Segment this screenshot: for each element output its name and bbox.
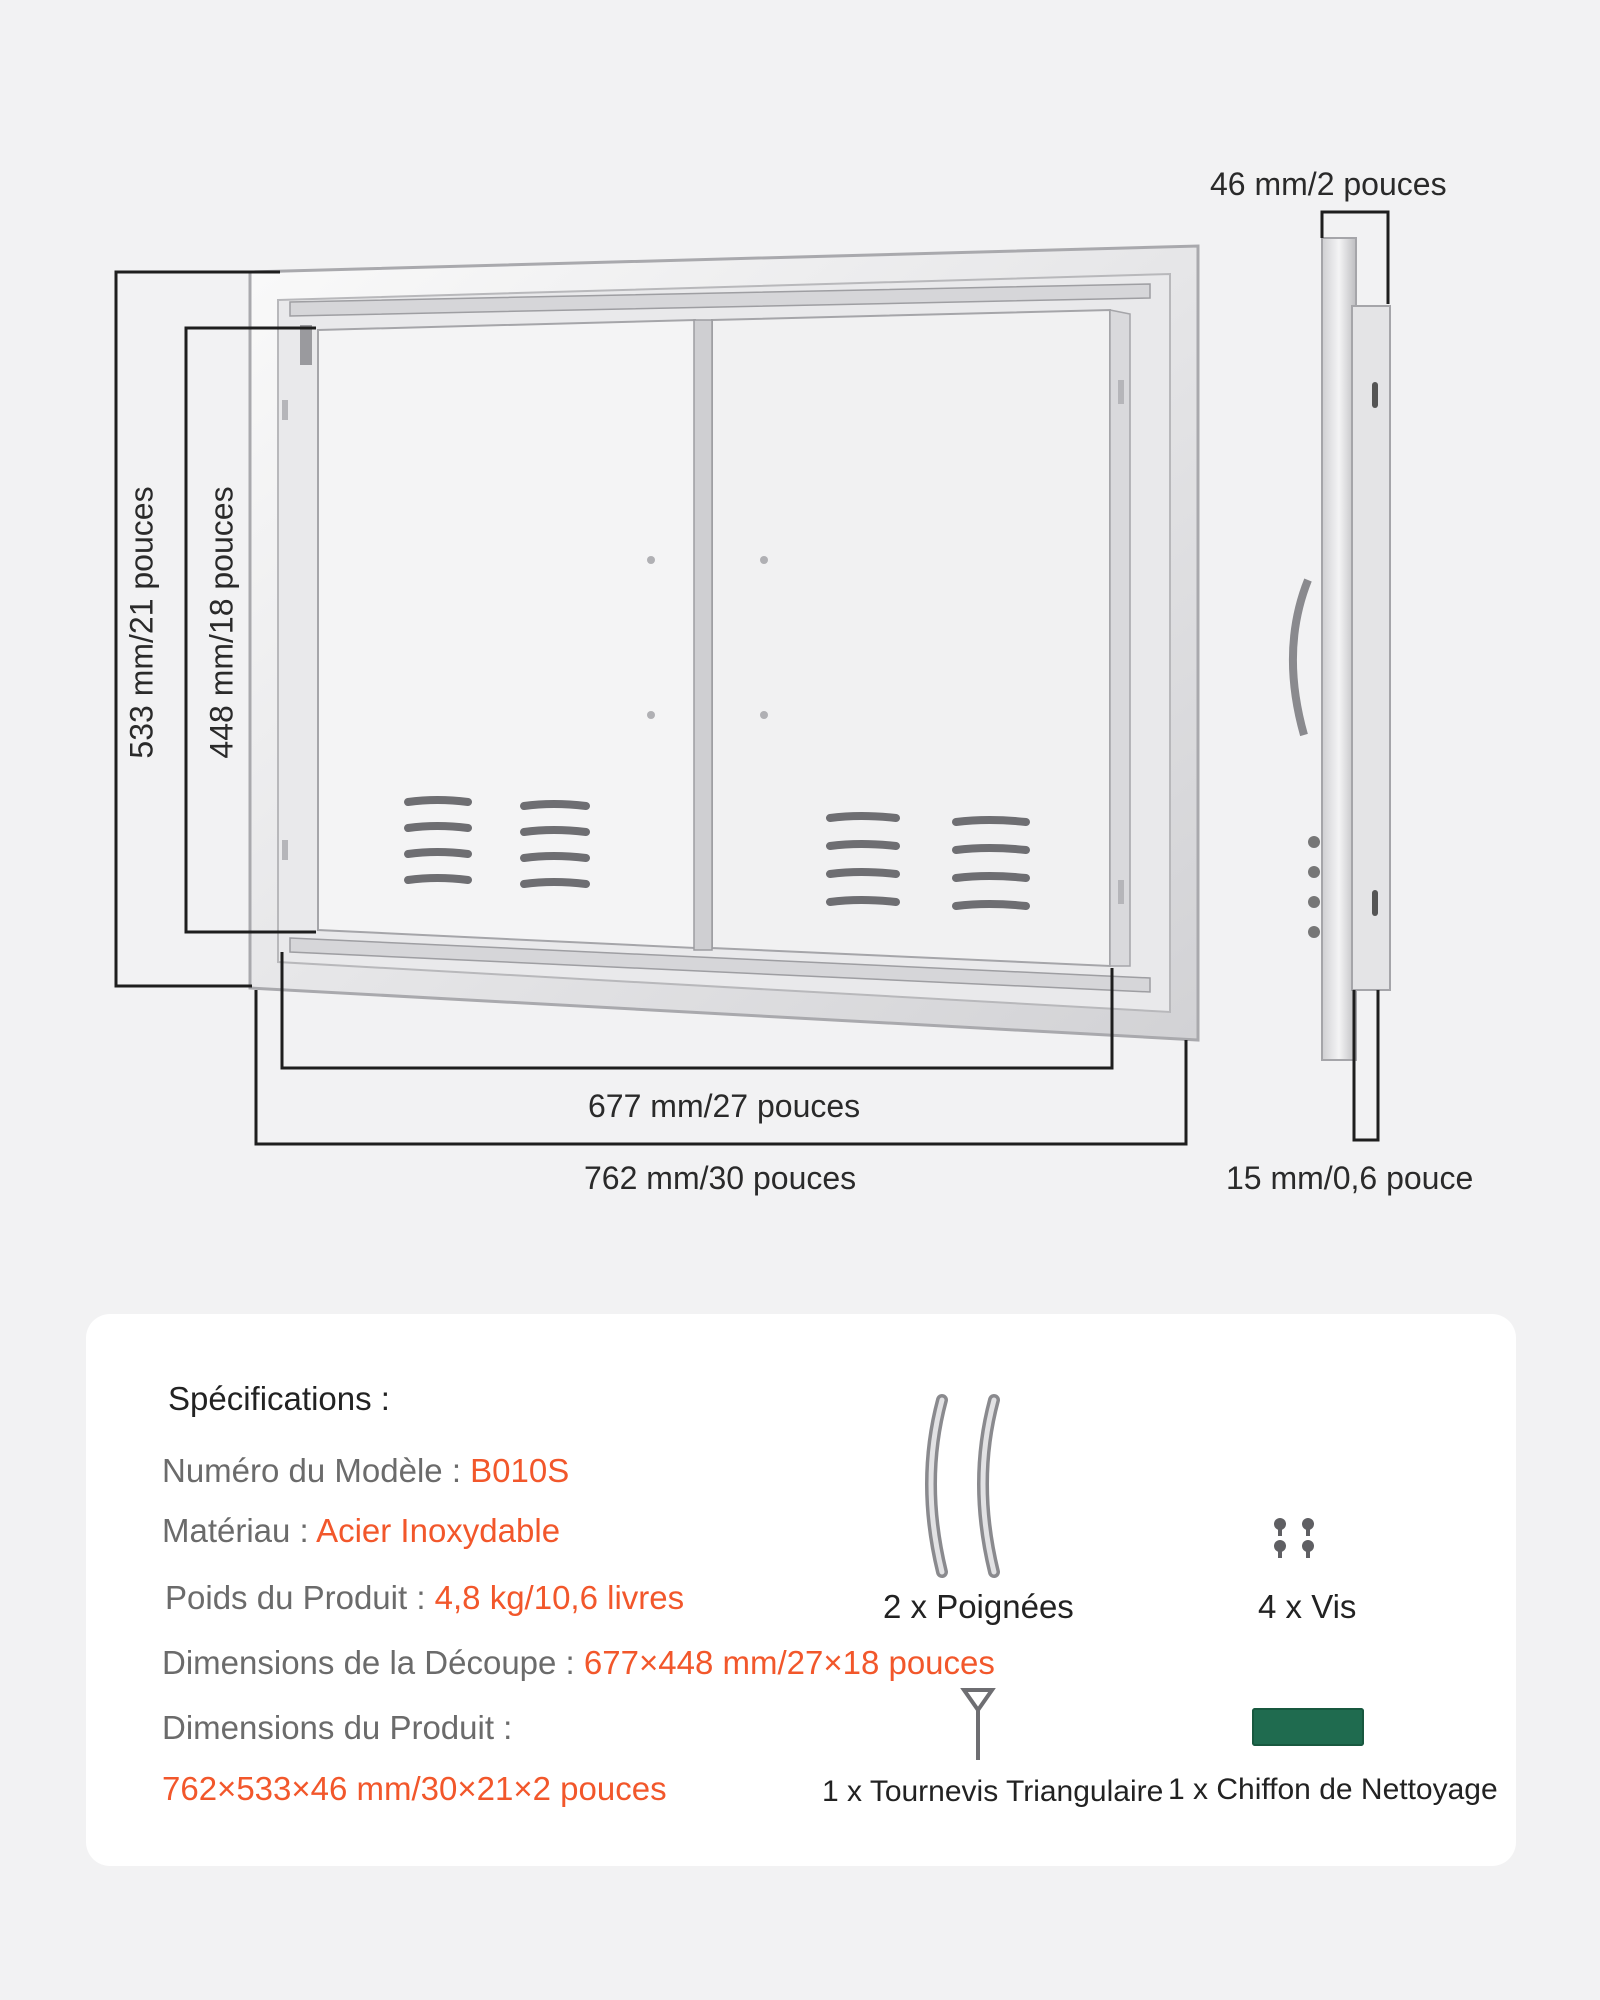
spec-label: Matériau : (162, 1512, 317, 1549)
outer-width-label: 762 mm/30 pouces (584, 1160, 857, 1196)
spec-label: Poids du Produit : (165, 1579, 435, 1616)
spec-weight (165, 1579, 684, 1617)
spec-value: 4,8 kg/10,6 livres (434, 1579, 685, 1616)
accessory-cloth-label: 1 x Chiffon de Nettoyage (1168, 1773, 1498, 1806)
triangle-screwdriver-icon (956, 1684, 1000, 1764)
flange-depth-label: 15 mm/0,6 pouce (1226, 1160, 1474, 1196)
accessory-screwdriver-label: 1 x Tournevis Triangulaire (822, 1775, 1164, 1808)
door-front-view (250, 246, 1198, 1040)
outer-height-label: 533 mm/21 pouces (123, 486, 160, 759)
handle-icon (912, 1392, 1022, 1580)
spec-cutout-dimensions (162, 1644, 995, 1682)
depth-dimension-label: 46 mm/2 pouces (1210, 166, 1447, 202)
spec-product-dimensions (162, 1709, 512, 1747)
screw-icon (1268, 1516, 1322, 1560)
inner-width-label: 677 mm/27 pouces (588, 1088, 861, 1124)
spec-label: Numéro du Modèle : (162, 1452, 471, 1489)
spec-material (162, 1512, 560, 1550)
spec-label: Dimensions du Produit : (162, 1709, 513, 1746)
spec-model-number (162, 1452, 569, 1490)
accessory-screws-label: 4 x Vis (1258, 1588, 1357, 1625)
spec-value: B010S (470, 1452, 570, 1489)
inner-height-label: 448 mm/18 pouces (203, 486, 240, 759)
specifications-title: Spécifications : (168, 1380, 390, 1417)
spec-label: Dimensions de la Découpe : (162, 1644, 584, 1681)
spec-value: 677×448 mm/27×18 pouces (583, 1644, 995, 1681)
spec-product-dimensions-value: 762×533×46 mm/30×21×2 pouces (162, 1770, 667, 1807)
door-side-view (1293, 238, 1390, 1060)
cleaning-cloth-icon (1252, 1708, 1364, 1746)
spec-value: Acier Inoxydable (316, 1512, 561, 1549)
accessory-handles-label: 2 x Poignées (883, 1588, 1074, 1625)
